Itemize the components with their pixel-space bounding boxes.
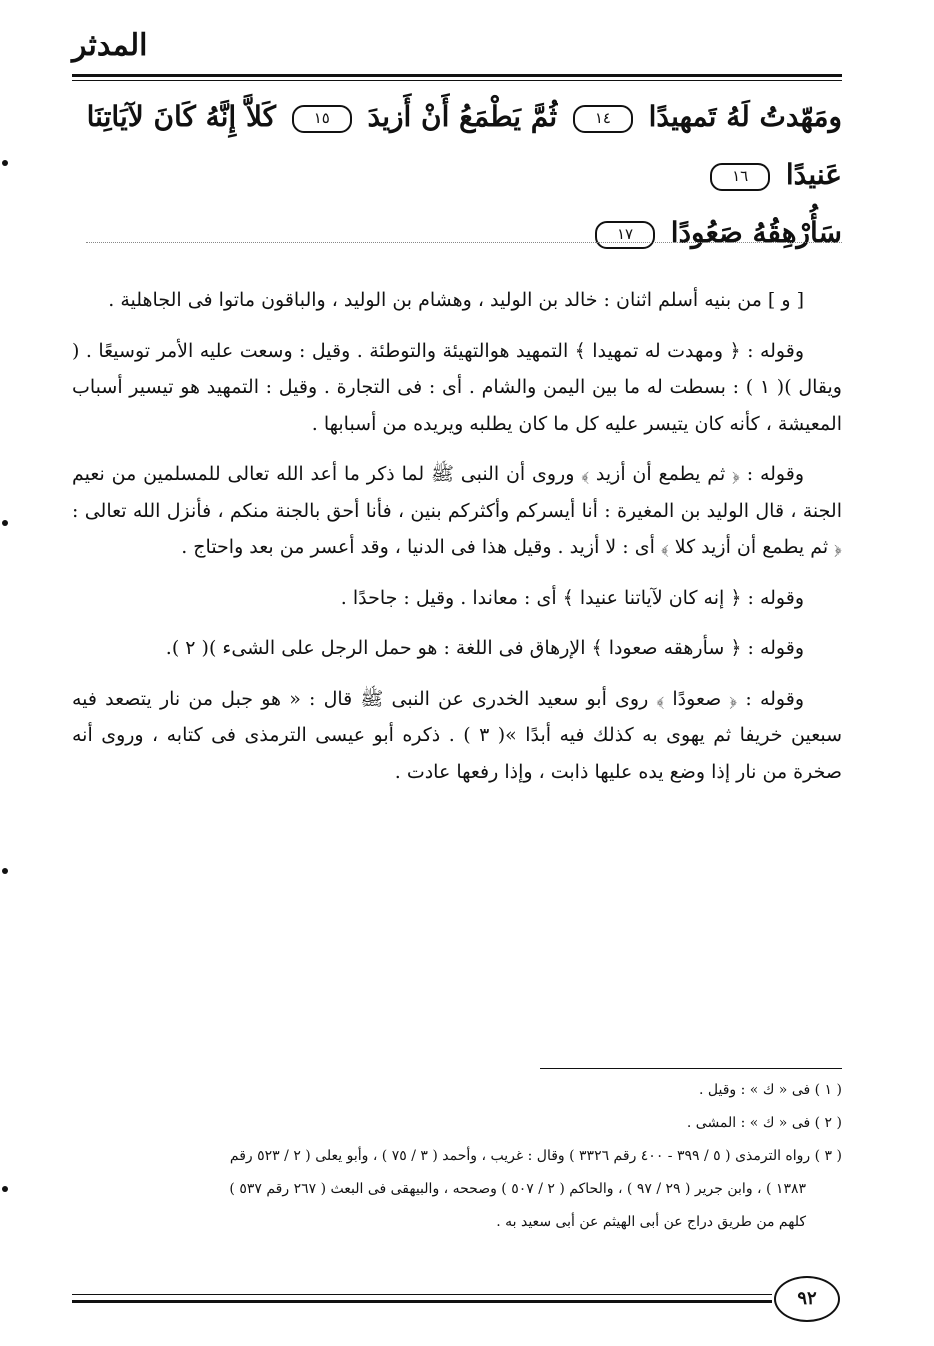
paragraph: وقوله : ﴿ سأرهقه صعودا ﴾ الإرهاق فى اللغة : هو حمل الرجل على الشىء )( ٢ ). <box>165 637 804 659</box>
footnote: ( ٢ ) فى « ك » : المشى . <box>686 1115 842 1131</box>
quran-verses <box>72 88 842 249</box>
verse-text: ومَهّدتُ لَهُ تَمهيدًا <box>648 100 842 133</box>
commentary-body <box>72 282 842 1082</box>
paragraph: وقوله : ﴿ صعودًا ﴾ روى أبو سعيد الخدرى عن النبى ﷺ قال : « هو جبل من نار يتصعد فيه سبعين خريفا ثم يهوى به كذلك فيه أبدًا »( ٣ ) . ذكره أبو عيسى الترمذى فى كتابه ، وروى أنه صخرة من نار إذا وضع يده عليها ذابت ، وإذا رفعها عادت . <box>72 687 843 783</box>
footnote-separator <box>540 1068 842 1069</box>
surah-title: المدثر <box>72 28 148 63</box>
paragraph: وقوله : ﴿ إنه كان لآياتنا عنيدا ﴾ أى : معاندا . وقيل : جاحدًا . <box>340 586 804 609</box>
footer-rule-thick <box>72 1300 772 1303</box>
paragraph: [ و ] من بنيه أسلم اثنان : خالد بن الوليد ، وهشام بن الوليد ، والباقون ماتوا فى الجاهلية . <box>108 289 804 311</box>
paragraph: وقوله : ﴿ ثم يطمع أن أزيد ﴾ وروى أن النبى ﷺ لما ذكر ما أعد الله تعالى للمسلمين من نعيم الجنة ، قال الوليد بن المغيرة : أنا أيسركم وأكثركم بنين ، فأنا أحق بالجنة منكم ، فأنزل الله تعالى : ﴿ ثم يطمع أن أزيد كلا ﴾ أى : لا أزيد . وقيل هذا فى الدنيا ، وقد أعسر من بعد واحتاج . <box>72 463 842 558</box>
footnote-continuation: ١٣٨٣ ) ، وابن جرير ( ٢٩ / ٩٧ ) ، والحاكم ( ٢ / ٥٠٧ ) وصححه ، والبيهقى فى البعث ( ٢٦٧ رقم ٥٣٧ ) <box>229 1181 806 1197</box>
footnote: ( ١ ) فى « ك » : وقيل . <box>699 1082 842 1098</box>
ayah-number-marker: ١٥ <box>292 105 352 133</box>
page-number: ٩٢ <box>774 1276 840 1322</box>
verse-text: كَلاَّ إِنَّهُ كَانَ لآيَاتِنَا عَنيدًا <box>86 100 842 191</box>
header-rule-thin <box>72 80 842 81</box>
verse-line-1 <box>72 88 842 204</box>
ayah-number-marker: ١٤ <box>573 105 633 133</box>
margin-mark <box>2 160 8 166</box>
verse-line-2 <box>72 204 842 262</box>
header-rule-thick <box>72 74 842 77</box>
footnote-continuation: كلهم من طريق دراج عن أبى الهيثم عن أبى سعيد به . <box>496 1214 806 1230</box>
footer-rule-thin <box>72 1294 772 1295</box>
footnote: ( ٣ ) رواه الترمذى ( ٥ / ٣٩٩ - ٤٠٠ رقم ٣٣٢٦ ) وقال : غريب ، وأحمد ( ٣ / ٧٥ ) ، وأبو يعلى ( ٢ / ٥٢٣ رقم <box>229 1148 842 1164</box>
verse-text: سَأُرْهِقُهُ صَعُودًا <box>670 216 842 249</box>
paragraph: وقوله : ﴿ ومهدت له تمهيدا ﴾ التمهيد هوالتهيئة والتوطئة . وقيل : وسعت عليه الأمر توسيعًا . ( ويقال )( ١ ) : بسطت له ما بين اليمن والشام . أى : فى التجارة . وقيل : التمهيد هو تيسير أسباب المعيشة ، كأنه كان يتيسر عليه كل ما كان يطلبه ويريده من أسبابها . <box>72 339 842 435</box>
verse-text: ثُمَّ يَطْمَعُ أَنْ أَزيدَ <box>367 100 558 133</box>
margin-mark <box>2 1186 8 1192</box>
margin-mark <box>2 520 8 526</box>
ayah-number-marker: ١٦ <box>710 163 770 191</box>
ayah-number-marker: ١٧ <box>595 221 655 249</box>
verses-divider <box>86 242 842 243</box>
footnotes <box>72 1074 842 1264</box>
margin-mark <box>2 868 8 874</box>
